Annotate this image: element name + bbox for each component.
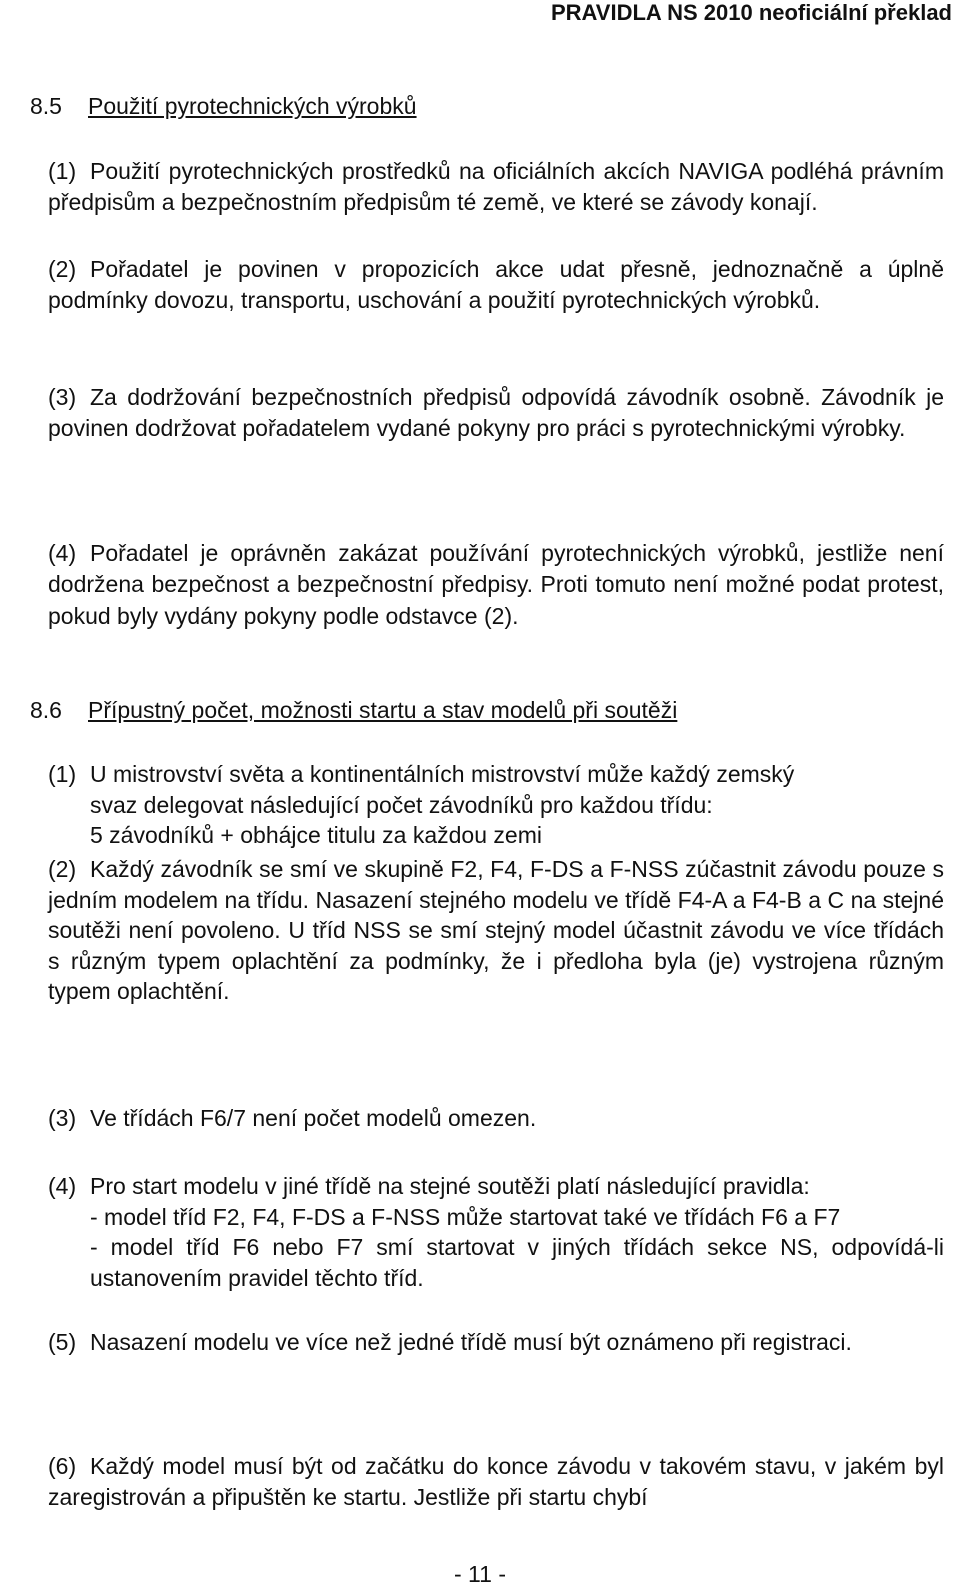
paragraph-line: svaz delegovat následující počet závodníků pro každou třídu: bbox=[90, 791, 713, 818]
paragraph-label: (6) bbox=[48, 1453, 77, 1479]
section-8-6-heading bbox=[30, 694, 946, 726]
list-item: - model tříd F2, F4, F-DS a F-NSS může startovat také ve třídách F6 a F7 bbox=[90, 1203, 841, 1230]
paragraph-text: Použití pyrotechnických prostředků na oficiálních akcích NAVIGA podléhá právním předpisům a bezpečnostním předpisům té země, ve které se závody konají. bbox=[48, 158, 944, 216]
paragraph-line: 5 závodníků + obhájce titulu za každou zemi bbox=[90, 822, 542, 848]
paragraph-label: (4) bbox=[48, 1173, 77, 1199]
paragraph-line: U mistrovství světa a kontinentálních mistrovství může každý zemský bbox=[90, 761, 795, 787]
paragraph-text: Pořadatel je oprávněn zakázat používání pyrotechnických výrobků, jestliže není dodržena bezpečnost a bezpečnostní předpisy. Proti tomuto není možné podat protest, pokud byly vydány pokyny podle odstavce (2). bbox=[48, 540, 944, 629]
paragraph-label: (2) bbox=[48, 256, 77, 282]
paragraph-8-6-3 bbox=[48, 1103, 944, 1134]
paragraph-label: (5) bbox=[48, 1329, 77, 1355]
paragraph-label: (3) bbox=[48, 384, 77, 410]
section-title: Použití pyrotechnických výrobků bbox=[88, 93, 417, 119]
paragraph-label: (2) bbox=[48, 856, 77, 882]
paragraph-8-6-1 bbox=[48, 759, 944, 851]
paragraph-label: (4) bbox=[48, 540, 77, 566]
section-number: 8.6 bbox=[30, 697, 62, 723]
section-8-5-heading bbox=[30, 90, 946, 122]
paragraph-text: Každý model musí být od začátku do konce závodu v takovém stavu, v jakém byl zaregistrován a připuštěn ke startu. Jestliže při startu chybí bbox=[48, 1453, 944, 1510]
page-header: PRAVIDLA NS 2010 neoficiální překlad bbox=[550, 0, 952, 25]
paragraph-8-5-2 bbox=[48, 254, 944, 317]
paragraph-8-6-6 bbox=[48, 1451, 944, 1512]
section-title: Přípustný počet, možnosti startu a stav modelů při soutěži bbox=[88, 697, 678, 723]
paragraph-text: Za dodržování bezpečnostních předpisů odpovídá závodník osobně. Závodník je povinen dodržovat pořadatelem vydané pokyny pro práci s pyrotechnickými výrobky. bbox=[48, 384, 944, 442]
paragraph-text: Nasazení modelu ve více než jedné třídě musí být oznámeno při registraci. bbox=[90, 1329, 852, 1355]
paragraph-text: Pořadatel je povinen v propozicích akce udat přesně, jednoznačně a úplně podmínky dovozu, transportu, uschování a použití pyrotechnických výrobků. bbox=[48, 256, 944, 314]
page-number: - 11 - bbox=[454, 1561, 506, 1587]
paragraph-8-6-4 bbox=[48, 1171, 944, 1293]
paragraph-8-5-4 bbox=[48, 538, 944, 632]
paragraph-8-6-5 bbox=[48, 1327, 944, 1358]
paragraph-text: Každý závodník se smí ve skupině F2, F4, F-DS a F-NSS zúčastnit závodu pouze s jedním modelem na třídu. Nasazení stejného modelu ve třídě F4-A a F4-B a C na stejné soutěži není povoleno. U tříd NSS se smí stejný model účastnit závodu ve více třídách s různým typem oplachtění za podmínky, že i předloha byla (je) vystrojena různým typem oplachtění. bbox=[48, 856, 944, 1004]
paragraph-8-5-3 bbox=[48, 382, 944, 445]
paragraph-label: (1) bbox=[48, 761, 77, 787]
paragraph-label: (3) bbox=[48, 1105, 77, 1131]
paragraph-8-6-2 bbox=[48, 854, 944, 1007]
section-number: 8.5 bbox=[30, 93, 62, 119]
paragraph-label: (1) bbox=[48, 158, 77, 184]
paragraph-text: Pro start modelu v jiné třídě na stejné soutěži platí následující pravidla: bbox=[90, 1173, 810, 1199]
paragraph-8-5-1 bbox=[48, 156, 944, 219]
list-item: - model tříd F6 nebo F7 smí startovat v jiných třídách sekce NS, odpovídá-li ustanovením pravidel těchto tříd. bbox=[90, 1234, 944, 1291]
paragraph-text: Ve třídách F6/7 není počet modelů omezen. bbox=[90, 1105, 537, 1131]
